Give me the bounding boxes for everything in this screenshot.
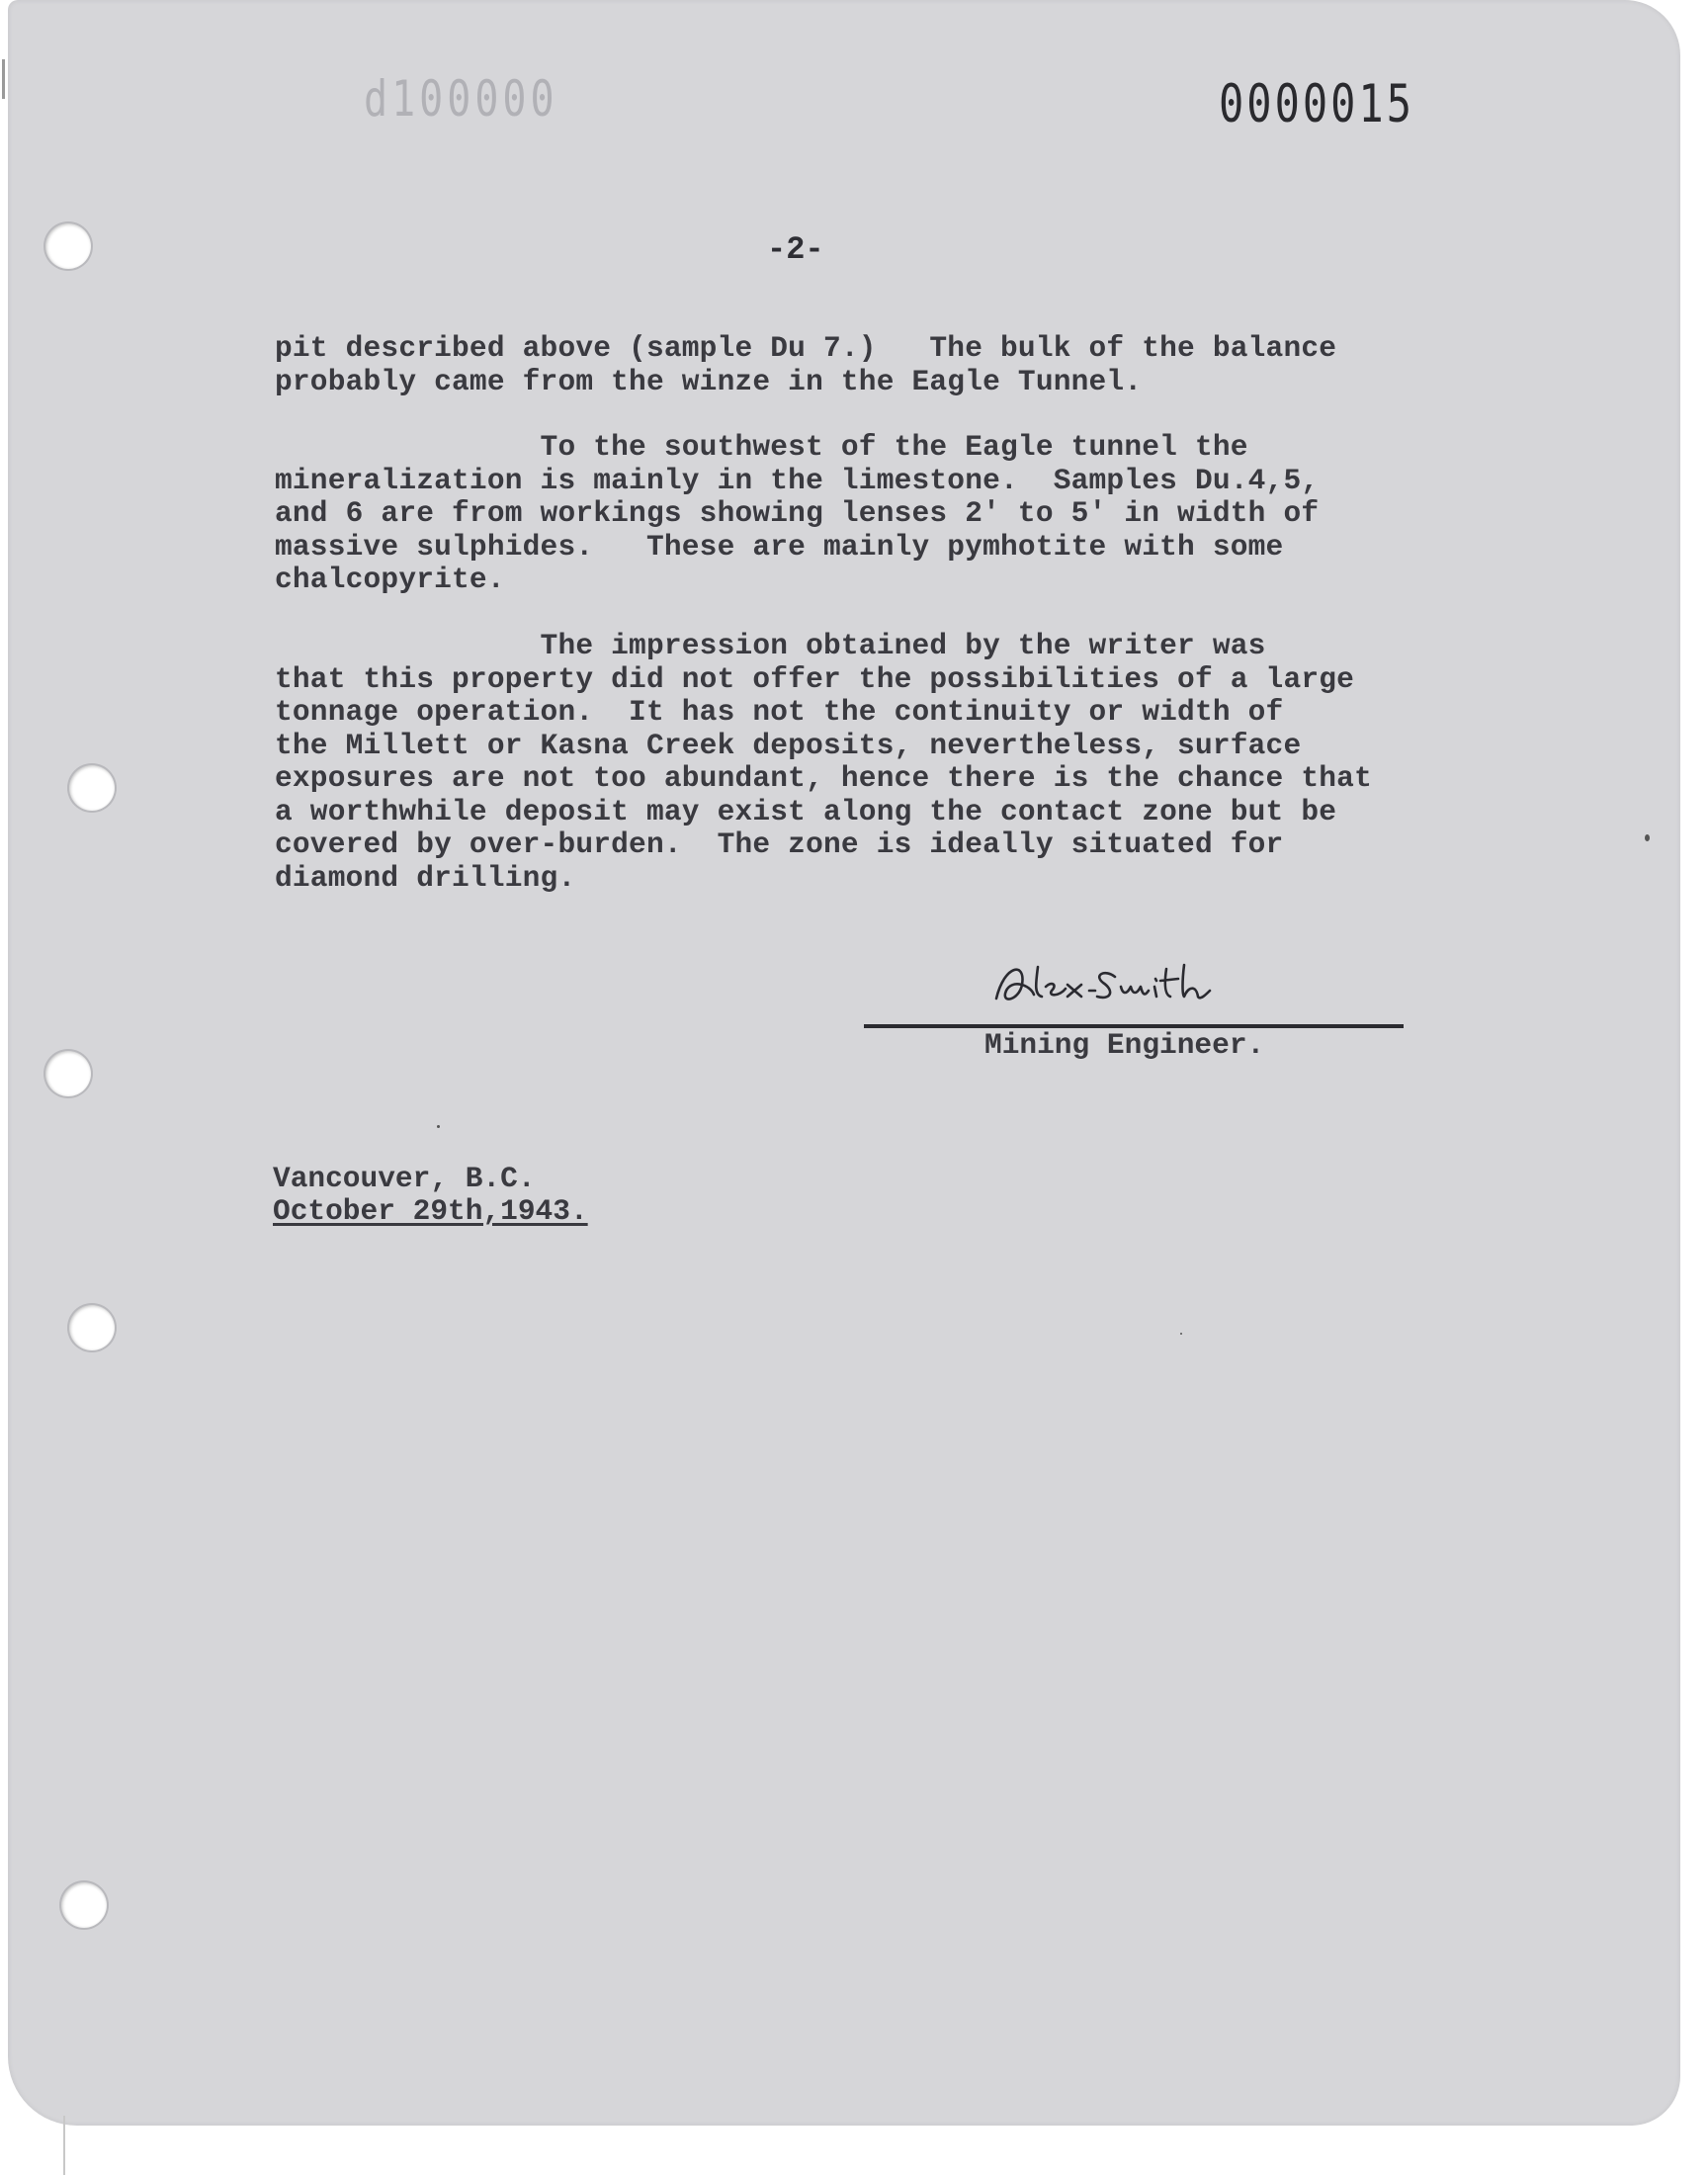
stamp-number: 0000015 — [1219, 73, 1415, 134]
handwritten-signature — [986, 955, 1283, 1014]
place-line: Vancouver, B.C. — [273, 1162, 536, 1195]
faded-stamp-number: d100000 — [364, 71, 558, 129]
page-number: -2- — [767, 231, 824, 268]
paper-speck — [437, 1125, 440, 1128]
document-page — [8, 0, 1680, 2126]
binder-hole — [61, 1882, 107, 1928]
date-line: October 29th,1943. — [273, 1194, 588, 1228]
binder-hole — [45, 223, 91, 269]
paragraph-1: pit described above (sample Du 7.) The bulk of the balance probably came from the winze in the Eagle Tunnel. — [275, 331, 1337, 398]
paper-speck — [1180, 1333, 1182, 1335]
edge-mark — [2, 59, 5, 99]
binder-hole — [69, 765, 115, 811]
paper-speck — [1645, 834, 1650, 841]
signer-title: Mining Engineer. — [984, 1028, 1265, 1062]
paragraph-3: The impression obtained by the writer was that this property did not offer the possibilities of a large tonnage operation. It has not the continuity or width of the Millett or Kasna Creek deposits, nevertheless, surface exposures are not too abundant, hence there is the chance that a worthwhile deposit may exist along the contact zone but be covered by over-burden. The zone is ideally situated for diamond drilling. — [275, 629, 1372, 895]
paragraph-2: To the southwest of the Eagle tunnel the mineralization is mainly in the limestone. Samples Du.4,5, and 6 are from workings showing lenses 2' to 5' in width of massive sulphides. These are mainly pymhotite with some chalcopyrite. — [275, 430, 1320, 596]
binder-hole — [69, 1305, 115, 1350]
scan-artifact — [63, 2116, 65, 2175]
binder-hole — [45, 1051, 91, 1096]
